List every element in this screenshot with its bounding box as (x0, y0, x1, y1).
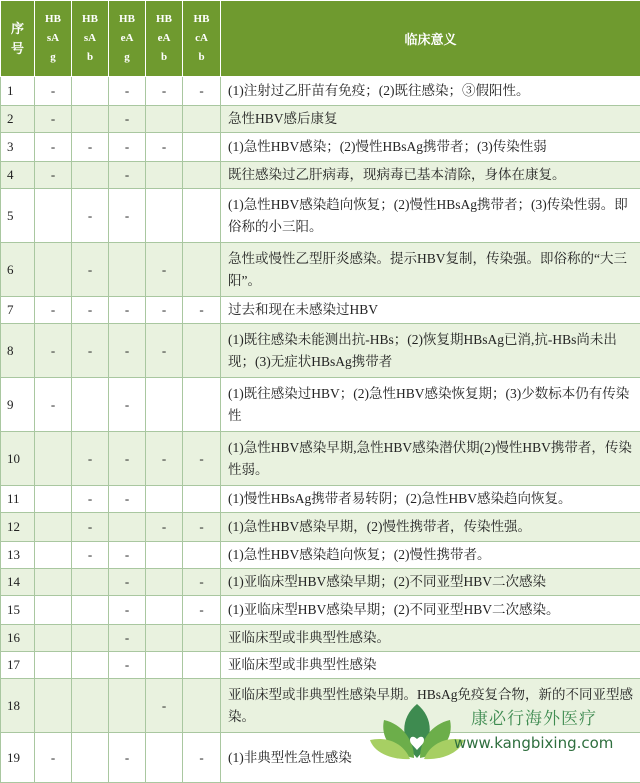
table-row (1, 162, 640, 189)
marker-cell: - (35, 297, 72, 324)
marker-cell: - (35, 733, 72, 783)
marker-cell (183, 486, 221, 513)
row-index: 9 (1, 378, 35, 432)
hbcab-column-header: HB cA b (183, 1, 221, 77)
hbsag-column-header: HB sA g (35, 1, 72, 77)
marker-cell: - (72, 297, 109, 324)
row-index: 7 (1, 297, 35, 324)
marker-cell: - (109, 569, 146, 596)
clinical-meaning-cell: (1)急性HBV感染早期，(2)慢性携带者，传染性强。 (221, 513, 640, 542)
table-row (1, 652, 640, 679)
marker-cell: - (146, 297, 183, 324)
marker-cell (183, 243, 221, 297)
marker-cell: - (72, 432, 109, 486)
table-row (1, 297, 640, 324)
table-row (1, 243, 640, 297)
marker-cell: - (146, 679, 183, 733)
clinical-meaning-cell: (1)既往感染未能测出抗-HBs；(2)恢复期HBsAg已消,抗-HBs尚未出现；(3)无症状HBsAg携带者 (221, 324, 640, 378)
row-index: 13 (1, 542, 35, 569)
marker-cell: - (109, 733, 146, 783)
row-index: 18 (1, 679, 35, 733)
marker-cell: - (109, 542, 146, 569)
clinical-meaning-cell: 亚临床型或非典型性感染早期。HBsAg免疫复合物，新的不同亚型感染。 (221, 679, 640, 733)
marker-cell (72, 106, 109, 133)
table-row (1, 77, 640, 106)
marker-cell: - (72, 542, 109, 569)
marker-cell: - (146, 77, 183, 106)
marker-cell: - (109, 324, 146, 378)
table-row (1, 486, 640, 513)
marker-cell: - (183, 77, 221, 106)
table-row (1, 378, 640, 432)
row-index: 6 (1, 243, 35, 297)
clinical-meaning-cell: (1)慢性HBsAg携带者易转阴；(2)急性HBV感染趋向恢复。 (221, 486, 640, 513)
marker-cell (183, 652, 221, 679)
clinical-meaning-cell: (1)既往感染过HBV；(2)急性HBV感染恢复期；(3)少数标本仍有传染性 (221, 378, 640, 432)
marker-cell: - (183, 297, 221, 324)
row-index: 15 (1, 596, 35, 625)
watermark (368, 700, 640, 760)
marker-cell: - (146, 133, 183, 162)
clinical-meaning-cell: (1)注射过乙肝苗有免疫；(2)既往感染；③假阳性。 (221, 77, 640, 106)
marker-cell (35, 243, 72, 297)
row-index: 17 (1, 652, 35, 679)
marker-cell (72, 625, 109, 652)
marker-cell: - (72, 243, 109, 297)
clinical-meaning-cell: (1)亚临床型HBV感染早期；(2)不同亚型HBV二次感染。 (221, 596, 640, 625)
marker-cell (72, 378, 109, 432)
marker-cell: - (35, 378, 72, 432)
marker-cell: - (35, 77, 72, 106)
marker-cell: - (146, 432, 183, 486)
marker-cell (35, 513, 72, 542)
table-row (1, 133, 640, 162)
marker-cell (183, 133, 221, 162)
marker-cell (35, 486, 72, 513)
marker-cell: - (35, 162, 72, 189)
clinical-meaning-cell: 亚临床型或非典型性感染 (221, 652, 640, 679)
marker-cell: - (109, 486, 146, 513)
marker-cell (146, 652, 183, 679)
marker-cell: - (109, 77, 146, 106)
marker-cell (146, 625, 183, 652)
marker-cell: - (72, 486, 109, 513)
row-index: 14 (1, 569, 35, 596)
marker-cell (72, 162, 109, 189)
marker-cell (35, 569, 72, 596)
row-index: 4 (1, 162, 35, 189)
row-index: 2 (1, 106, 35, 133)
marker-cell (109, 513, 146, 542)
row-index: 5 (1, 189, 35, 243)
marker-cell: - (183, 432, 221, 486)
marker-cell: - (109, 625, 146, 652)
row-index: 19 (1, 733, 35, 783)
marker-cell: - (146, 324, 183, 378)
clinical-meaning-cell: (1)亚临床型HBV感染早期；(2)不同亚型HBV二次感染 (221, 569, 640, 596)
table-row (1, 513, 640, 542)
row-index: 1 (1, 77, 35, 106)
marker-cell: - (109, 133, 146, 162)
marker-cell (72, 569, 109, 596)
marker-cell: - (146, 513, 183, 542)
marker-cell (146, 189, 183, 243)
clinical-meaning-cell: (1)急性HBV感染趋向恢复；(2)慢性携带者。 (221, 542, 640, 569)
table-row (1, 596, 640, 625)
marker-cell (146, 596, 183, 625)
marker-cell (183, 189, 221, 243)
marker-cell: - (183, 596, 221, 625)
clinical-meaning-cell: (1)非典型性急性感染 (221, 733, 640, 783)
watermark-brand: 康必行海外医疗 (471, 704, 597, 729)
marker-cell (35, 542, 72, 569)
marker-cell (146, 486, 183, 513)
marker-cell: - (109, 432, 146, 486)
hbeab-column-header: HB eA b (146, 1, 183, 77)
marker-cell (72, 652, 109, 679)
marker-cell (146, 106, 183, 133)
marker-cell (35, 432, 72, 486)
marker-cell: - (35, 324, 72, 378)
clinical-meaning-cell: 急性或慢性乙型肝炎感染。提示HBV复制，传染强。即俗称的“大三阳”。 (221, 243, 640, 297)
marker-cell (183, 625, 221, 652)
clinical-meaning-cell: (1)急性HBV感染趋向恢复；(2)慢性HBsAg携带者；(3)传染性弱。即俗称的小三阳。 (221, 189, 640, 243)
index-column-header: 序 号 (1, 1, 35, 77)
clinical-meaning-cell: 既往感染过乙肝病毒，现病毒已基本清除，身体在康复。 (221, 162, 640, 189)
row-index: 10 (1, 432, 35, 486)
marker-cell (35, 679, 72, 733)
row-index: 8 (1, 324, 35, 378)
marker-cell (183, 162, 221, 189)
marker-cell: - (146, 243, 183, 297)
clinical-meaning-column-header: 临床意义 (221, 1, 640, 77)
marker-cell: - (72, 133, 109, 162)
marker-cell (146, 542, 183, 569)
marker-cell (35, 189, 72, 243)
lotus-logo-icon (370, 700, 465, 760)
marker-cell (183, 679, 221, 733)
table-row (1, 625, 640, 652)
marker-cell: - (72, 513, 109, 542)
marker-cell: - (109, 106, 146, 133)
marker-cell (146, 569, 183, 596)
clinical-meaning-cell: (1)急性HBV感染；(2)慢性HBsAg携带者；(3)传染性弱 (221, 133, 640, 162)
row-index: 11 (1, 486, 35, 513)
marker-cell (72, 733, 109, 783)
marker-cell (183, 542, 221, 569)
marker-cell: - (183, 733, 221, 783)
table-row (1, 569, 640, 596)
clinical-meaning-cell: 急性HBV感后康复 (221, 106, 640, 133)
hbeag-column-header: HB eA g (109, 1, 146, 77)
clinical-meaning-cell: 过去和现在未感染过HBV (221, 297, 640, 324)
row-index: 16 (1, 625, 35, 652)
marker-cell: - (35, 133, 72, 162)
marker-cell (109, 243, 146, 297)
marker-cell: - (72, 189, 109, 243)
marker-cell: - (109, 189, 146, 243)
hbsab-column-header: HB sA b (72, 1, 109, 77)
row-index: 3 (1, 133, 35, 162)
marker-cell (109, 679, 146, 733)
marker-cell: - (72, 324, 109, 378)
marker-cell (183, 106, 221, 133)
marker-cell: - (109, 652, 146, 679)
marker-cell: - (35, 106, 72, 133)
marker-cell (35, 625, 72, 652)
marker-cell: - (109, 596, 146, 625)
table-row (1, 106, 640, 133)
marker-cell (183, 324, 221, 378)
marker-cell (146, 378, 183, 432)
marker-cell (35, 596, 72, 625)
watermark-url: www.kangbixing.com (454, 734, 613, 752)
marker-cell (72, 596, 109, 625)
marker-cell: - (109, 162, 146, 189)
table-row (1, 542, 640, 569)
table-row (1, 324, 640, 378)
clinical-meaning-cell: (1)急性HBV感染早期,急性HBV感染潜伏期(2)慢性HBV携带者，传染性弱。 (221, 432, 640, 486)
marker-cell: - (109, 297, 146, 324)
marker-cell: - (183, 513, 221, 542)
marker-cell (35, 652, 72, 679)
marker-cell (72, 77, 109, 106)
marker-cell: - (183, 569, 221, 596)
marker-cell (146, 162, 183, 189)
clinical-meaning-cell: 亚临床型或非典型性感染。 (221, 625, 640, 652)
table-header-row (1, 1, 640, 77)
marker-cell (183, 378, 221, 432)
table-row (1, 432, 640, 486)
table-row (1, 189, 640, 243)
marker-cell (146, 733, 183, 783)
marker-cell: - (109, 378, 146, 432)
row-index: 12 (1, 513, 35, 542)
marker-cell (72, 679, 109, 733)
